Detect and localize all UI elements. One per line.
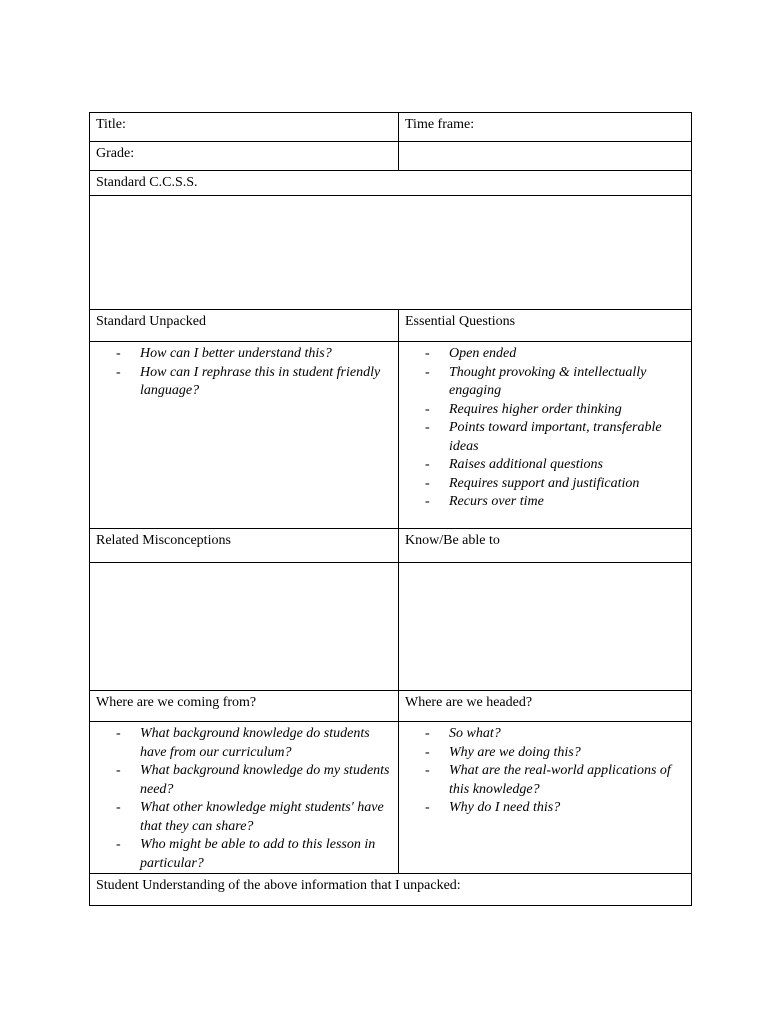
headed-header — [399, 691, 692, 722]
prompt-item: - What background knowledge do my students need? — [116, 762, 392, 799]
prompt-item: - Points toward important, transferable ideas — [425, 419, 685, 456]
time-frame-label: Time frame: — [405, 117, 475, 132]
know-be-able-header — [399, 529, 692, 563]
coming-from-body[interactable] — [90, 722, 399, 874]
coming-from-prompts — [96, 725, 392, 873]
time-frame-cell[interactable] — [399, 113, 692, 142]
prompt-item: - Thought provoking & intellectually engaging — [425, 364, 685, 401]
grade-label: Grade: — [96, 146, 135, 161]
prompt-item: - Requires higher order thinking — [425, 401, 685, 420]
standard-unpacked-header — [90, 310, 399, 342]
prompt-item: - What other knowledge might students' have that they can share? — [116, 799, 392, 836]
prompt-item: - Requires support and justification — [425, 475, 685, 494]
prompt-item: - How can I rephrase this in student friendly language? — [116, 364, 392, 401]
essential-questions-label: Essential Questions — [405, 314, 516, 329]
lesson-planning-form — [89, 112, 692, 906]
student-understanding-cell[interactable] — [90, 874, 692, 906]
grade-value-cell[interactable] — [399, 142, 692, 171]
know-be-able-label: Know/Be able to — [405, 533, 500, 548]
prompt-item: - Recurs over time — [425, 493, 685, 512]
standard-unpacked-body[interactable] — [90, 342, 399, 529]
coming-from-header — [90, 691, 399, 722]
prompt-item: - Open ended — [425, 345, 685, 364]
standard-header-cell — [90, 171, 692, 196]
related-misconceptions-body[interactable] — [90, 563, 399, 691]
title-cell[interactable] — [90, 113, 399, 142]
headed-body[interactable] — [399, 722, 692, 874]
headed-label: Where are we headed? — [405, 695, 533, 710]
prompt-item: - Raises additional questions — [425, 456, 685, 475]
title-label: Title: — [96, 117, 126, 132]
prompt-item: - So what? — [425, 725, 685, 744]
prompt-item: - Why are we doing this? — [425, 744, 685, 763]
student-understanding-label: Student Understanding of the above information that I unpacked: — [96, 878, 461, 893]
coming-from-label: Where are we coming from? — [96, 695, 257, 710]
standard-unpacked-label: Standard Unpacked — [96, 314, 207, 329]
standard-unpacked-prompts — [96, 345, 392, 401]
prompt-item: - How can I better understand this? — [116, 345, 392, 364]
grade-cell[interactable] — [90, 142, 399, 171]
standard-body-cell[interactable] — [90, 196, 692, 310]
prompt-item: - Why do I need this? — [425, 799, 685, 818]
standard-label: Standard C.C.S.S. — [96, 175, 198, 190]
prompt-item: - What are the real-world applications of this knowledge? — [425, 762, 685, 799]
related-misconceptions-header — [90, 529, 399, 563]
prompt-item: - Who might be able to add to this lesson in particular? — [116, 836, 392, 873]
essential-questions-prompts — [405, 345, 685, 512]
essential-questions-body[interactable] — [399, 342, 692, 529]
know-be-able-body[interactable] — [399, 563, 692, 691]
related-misconceptions-label: Related Misconceptions — [96, 533, 231, 548]
headed-prompts — [405, 725, 685, 818]
essential-questions-header — [399, 310, 692, 342]
prompt-item: - What background knowledge do students have from our curriculum? — [116, 725, 392, 762]
